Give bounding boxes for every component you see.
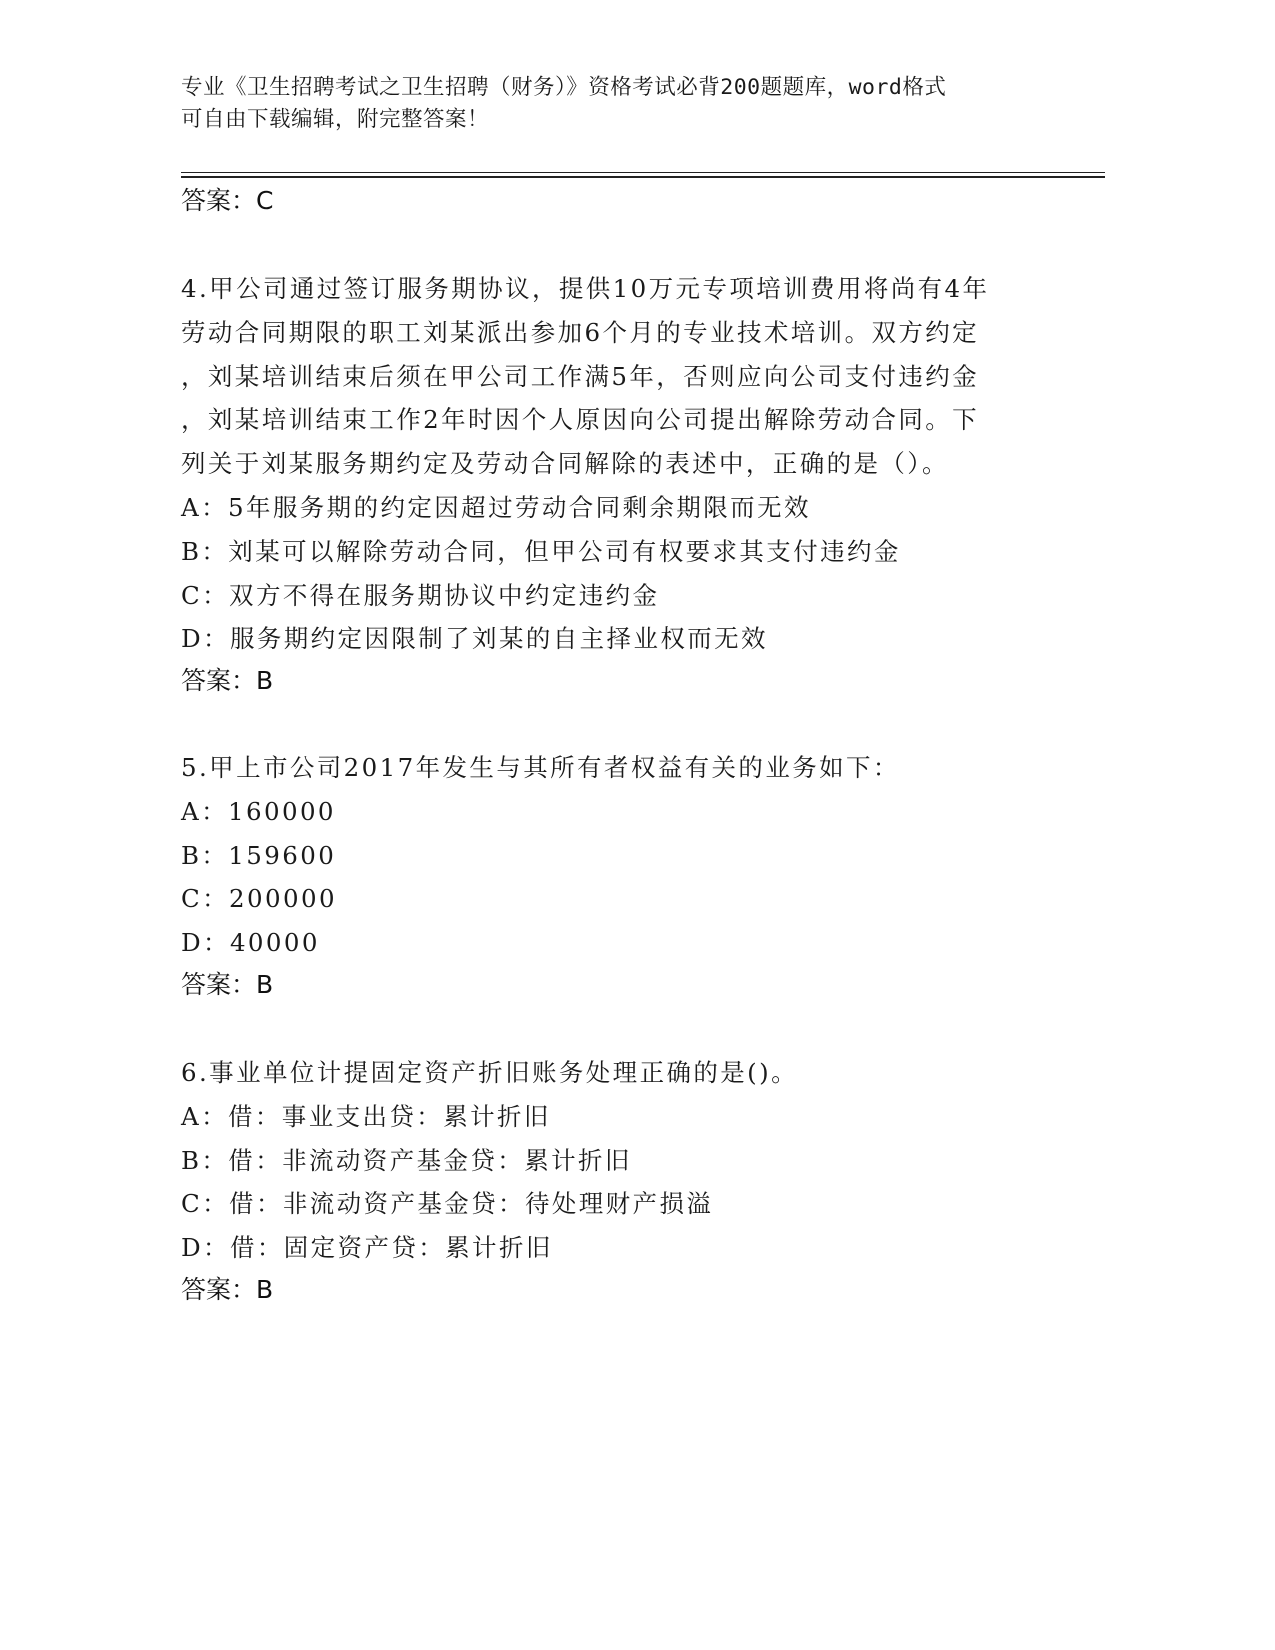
answer-6: 答案：B xyxy=(181,1275,274,1304)
header-divider-thin xyxy=(181,172,1105,173)
question-block-5 xyxy=(181,746,1041,965)
document-header xyxy=(181,72,1041,136)
option-d: D：40000 xyxy=(181,928,320,958)
question-text-line: 4.甲公司通过签订服务期协议，提供10万元专项培训费用将尚有4年 xyxy=(181,274,990,303)
option-c: C：借：非流动资产基金贷：待处理财产损溢 xyxy=(181,1189,714,1219)
option-b: B：借：非流动资产基金贷：累计折旧 xyxy=(181,1145,632,1175)
option-c: C：双方不得在服务期协议中约定违约金 xyxy=(181,580,660,610)
question-text-line: 劳动合同期限的职工刘某派出参加6个月的专业技术培训。双方约定 xyxy=(181,317,980,347)
header-line-1: 专业《卫生招聘考试之卫生招聘（财务）》资格考试必背200题题库，word格式 xyxy=(181,75,947,100)
question-text-line: 列关于刘某服务期约定及劳动合同解除的表述中，正确的是（）。 xyxy=(181,449,949,479)
question-text-line: 5.甲上市公司2017年发生与其所有者权益有关的业务如下： xyxy=(181,753,900,782)
option-d: D：服务期约定因限制了刘某的自主择业权而无效 xyxy=(181,624,768,654)
answer-5: 答案：B xyxy=(181,970,274,999)
option-a: A：160000 xyxy=(181,796,336,826)
option-b: B：刘某可以解除劳动合同，但甲公司有权要求其支付违约金 xyxy=(181,536,901,566)
option-a: A：5年服务期的约定因超过劳动合同剩余期限而无效 xyxy=(181,492,811,522)
header-divider-thick xyxy=(181,176,1105,178)
question-text-line: 6.事业单位计提固定资产折旧账务处理正确的是()。 xyxy=(181,1058,798,1087)
header-line-2: 可自由下载编辑，附完整答案！ xyxy=(181,107,490,132)
question-block-6 xyxy=(181,1051,1041,1270)
question-text-line: ，刘某培训结束后须在甲公司工作满5年，否则应向公司支付违约金 xyxy=(181,361,980,391)
question-text-line: ，刘某培训结束工作2年时因个人原因向公司提出解除劳动合同。下 xyxy=(181,405,980,435)
option-a: A：借：事业支出贷：累计折旧 xyxy=(181,1101,551,1131)
previous-answer: 答案：C xyxy=(181,186,274,215)
question-block-4 xyxy=(181,267,1041,661)
answer-4: 答案：B xyxy=(181,666,274,695)
option-c: C：200000 xyxy=(181,884,337,914)
option-b: B：159600 xyxy=(181,840,337,870)
option-d: D：借：固定资产贷：累计折旧 xyxy=(181,1233,553,1263)
